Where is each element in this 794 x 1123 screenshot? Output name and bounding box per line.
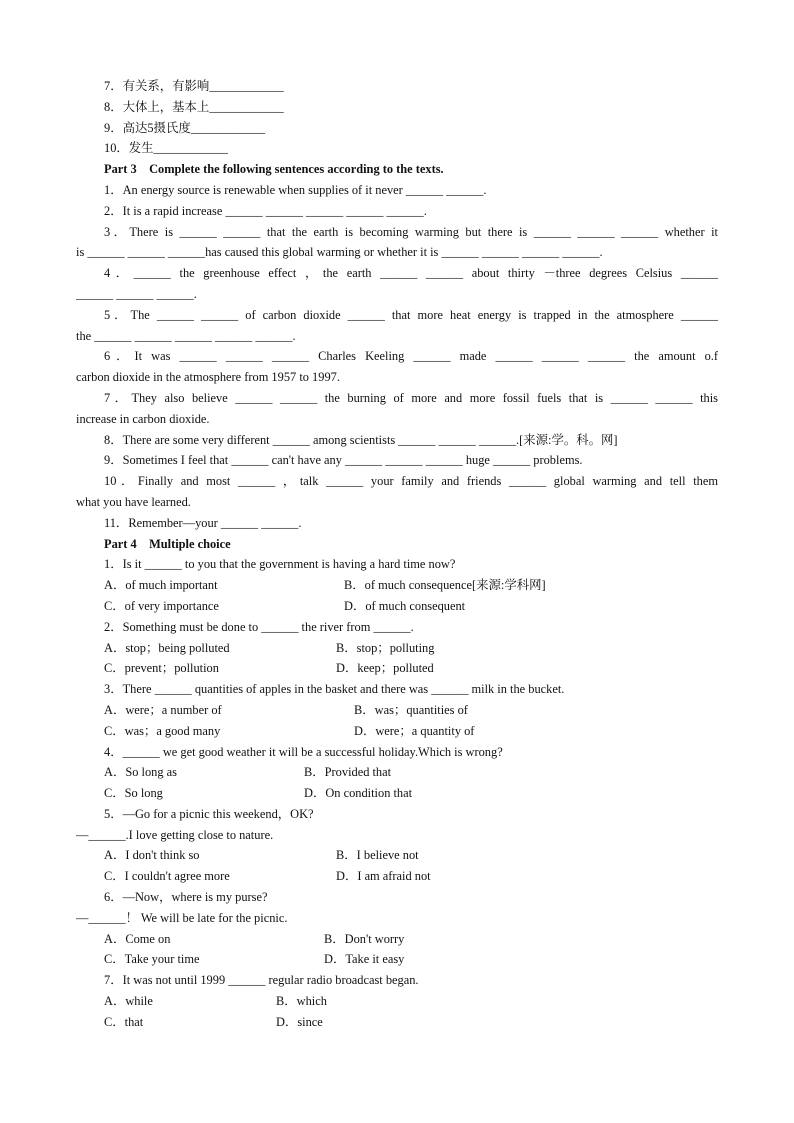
option-row bbox=[76, 762, 718, 783]
question-dialogue-line: —______！ We will be late for the picnic. bbox=[76, 910, 288, 925]
sentence-line: 4．______ the greenhouse effect ，the earth ______ ______ about thirty －three degrees Celsius ______ bbox=[104, 266, 718, 281]
answer-option[interactable]: A．stop；being polluted bbox=[104, 640, 230, 655]
question-dialogue-line: —______.I love getting close to nature. bbox=[76, 827, 274, 842]
vocab-item-8: 8．大体上，基本上____________ bbox=[104, 99, 284, 114]
part4-heading: Part 4 Multiple choice bbox=[104, 536, 231, 551]
option-row bbox=[76, 700, 718, 721]
sentence-line: 10．Finally and most ______ ，talk ______ your family and friends ______ global warming and tell them bbox=[104, 474, 718, 489]
option-row bbox=[76, 721, 718, 742]
option-row bbox=[76, 866, 718, 887]
part4-questions bbox=[76, 554, 718, 1032]
answer-option[interactable]: D．On condition that bbox=[304, 786, 413, 801]
answer-option[interactable]: D．I am afraid not bbox=[336, 869, 431, 884]
answer-option[interactable]: B．Provided that bbox=[304, 765, 392, 780]
answer-option[interactable]: C．that bbox=[104, 1014, 144, 1029]
sentence-line: increase in carbon dioxide. bbox=[76, 411, 210, 426]
sentence-line: 8．There are some very different ______ among scientists ______ ______ ______.[来源:学。科。网] bbox=[104, 432, 618, 447]
part2-vocabulary-tail bbox=[76, 76, 718, 159]
answer-option[interactable]: C．So long bbox=[104, 786, 163, 801]
sentence-line: 11．Remember—your ______ ______. bbox=[104, 515, 302, 530]
answer-option[interactable]: B．Don't worry bbox=[324, 931, 405, 946]
answer-option[interactable]: A．I don't think so bbox=[104, 848, 200, 863]
sentence-line: 9．Sometimes I feel that ______ can't have any ______ ______ ______ huge ______ problems. bbox=[104, 453, 583, 468]
question-stem: 7．It was not until 1999 ______ regular radio broadcast began. bbox=[104, 973, 419, 988]
sentence-line: 5．The ______ ______ of carbon dioxide ______ that more heat energy is trapped in the atmosphere ______ bbox=[104, 307, 718, 322]
answer-option[interactable]: A．of much important bbox=[104, 578, 218, 593]
part3-sentences bbox=[76, 180, 718, 534]
answer-option[interactable]: B．of much consequence[来源:学科网] bbox=[344, 578, 546, 593]
answer-option[interactable]: D．since bbox=[276, 1014, 323, 1029]
sentence-line: 1．An energy source is renewable when supplies of it never ______ ______. bbox=[104, 182, 487, 197]
option-row bbox=[76, 845, 718, 866]
answer-option[interactable]: C．Take your time bbox=[104, 952, 200, 967]
question-stem: 6．—Now，where is my purse? bbox=[104, 890, 268, 905]
question-stem: 2．Something must be done to ______ the river from ______. bbox=[104, 619, 414, 634]
question-stem: 3．There ______ quantities of apples in the basket and there was ______ milk in the bucket. bbox=[104, 682, 565, 697]
vocab-item-9: 9．高达5摄氏度____________ bbox=[104, 120, 266, 135]
answer-option[interactable]: B．which bbox=[276, 994, 327, 1009]
sentence-line: 3．There is ______ ______ that the earth is becoming warming but there is ______ ______ ______ whether it bbox=[104, 224, 718, 239]
answer-option[interactable]: A．So long as bbox=[104, 765, 177, 780]
option-row bbox=[76, 658, 718, 679]
option-row bbox=[76, 575, 718, 596]
option-row bbox=[76, 783, 718, 804]
option-row bbox=[76, 1012, 718, 1033]
sentence-line: 6．It was ______ ______ ______ Charles Keeling ______ made ______ ______ ______ the amount o.f bbox=[104, 349, 718, 364]
answer-option[interactable]: B．I believe not bbox=[336, 848, 419, 863]
option-row bbox=[76, 949, 718, 970]
sentence-line: ______ ______ ______. bbox=[76, 286, 197, 301]
answer-option[interactable]: B．was；quantities of bbox=[354, 702, 468, 717]
answer-option[interactable]: C．prevent；pollution bbox=[104, 661, 219, 676]
answer-option[interactable]: D．Take it easy bbox=[324, 952, 405, 967]
sentence-line: 7．They also believe ______ ______ the burning of more and more fossil fuels that is ______ ______ this bbox=[104, 390, 718, 405]
option-row bbox=[76, 929, 718, 950]
vocab-item-10: 10．发生____________ bbox=[104, 141, 228, 156]
sentence-line: what you have learned. bbox=[76, 494, 191, 509]
sentence-line: is ______ ______ ______has caused this global warming or whether it is ______ ______ ______ ______. bbox=[76, 245, 603, 260]
answer-option[interactable]: B．stop；polluting bbox=[336, 640, 435, 655]
answer-option[interactable]: D．keep；polluted bbox=[336, 661, 434, 676]
option-row bbox=[76, 638, 718, 659]
answer-option[interactable]: C．was；a good many bbox=[104, 723, 221, 738]
sentence-line: the ______ ______ ______ ______ ______. bbox=[76, 328, 296, 343]
answer-option[interactable]: D．were；a quantity of bbox=[354, 723, 475, 738]
sentence-line: 2．It is a rapid increase ______ ______ ______ ______ ______. bbox=[104, 203, 427, 218]
part3-heading: Part 3 Complete the following sentences according to the texts. bbox=[104, 162, 444, 177]
answer-option[interactable]: A．were；a number of bbox=[104, 702, 222, 717]
option-row bbox=[76, 596, 718, 617]
sentence-line: carbon dioxide in the atmosphere from 1957 to 1997. bbox=[76, 370, 340, 385]
question-stem: 1．Is it ______ to you that the government is having a hard time now? bbox=[104, 557, 456, 572]
question-stem: 5．—Go for a picnic this weekend，OK? bbox=[104, 806, 314, 821]
answer-option[interactable]: A．while bbox=[104, 994, 153, 1009]
vocab-item-7: 7．有关系，有影响____________ bbox=[104, 79, 284, 93]
question-stem: 4．______ we get good weather it will be a successful holiday.Which is wrong? bbox=[104, 744, 503, 759]
worksheet-page bbox=[76, 76, 718, 1033]
answer-option[interactable]: C．of very importance bbox=[104, 598, 219, 613]
answer-option[interactable]: A．Come on bbox=[104, 931, 171, 946]
answer-option[interactable]: C．I couldn't agree more bbox=[104, 869, 230, 884]
answer-option[interactable]: D．of much consequent bbox=[344, 598, 466, 613]
option-row bbox=[76, 991, 718, 1012]
